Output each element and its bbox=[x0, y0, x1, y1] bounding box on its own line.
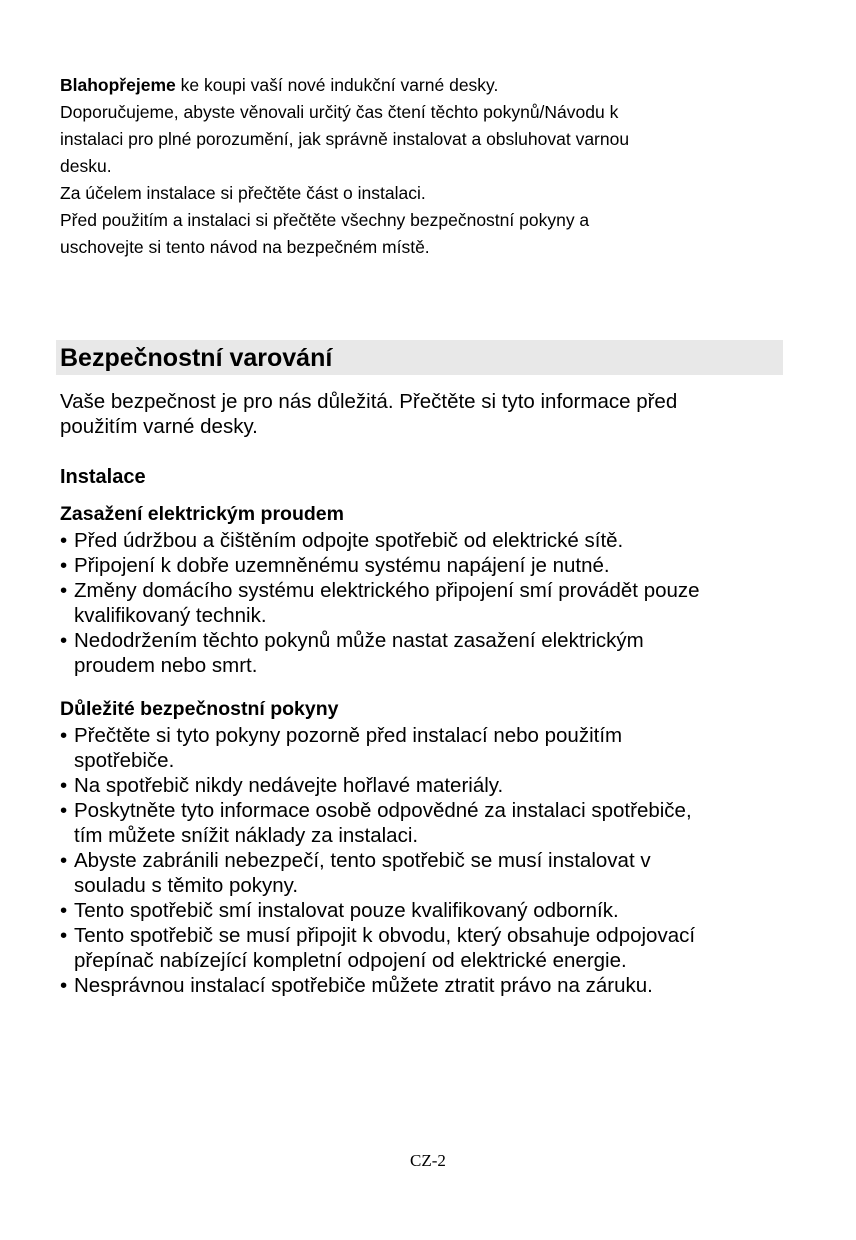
bullet-marker: • bbox=[60, 529, 68, 552]
intro-congrats-rest: ke koupi vaší nové indukční varné desky. bbox=[175, 75, 499, 95]
intro-congrats-bold: Blahopřejeme bbox=[60, 75, 176, 95]
intro-recommendation-line-2: instalaci pro plné porozumění, jak správně instalovat a obsluhovat varnou bbox=[60, 129, 630, 149]
list-item-text: Změny domácího systému elektrického připojení smí provádět pouze bbox=[74, 579, 700, 602]
bullet-marker: • bbox=[60, 724, 68, 747]
list-item-text: Připojení k dobře uzemněnému systému napájení je nutné. bbox=[74, 554, 610, 577]
list-item-text: Abyste zabránili nebezpečí, tento spotřebič se musí instalovat v bbox=[74, 849, 651, 872]
group-title-safety-instructions: Důležité bezpečnostní pokyny bbox=[60, 698, 339, 720]
list-item bbox=[60, 773, 790, 798]
list-item-text: Před údržbou a čištěním odpojte spotřebič od elektrické sítě. bbox=[74, 529, 624, 552]
list-item-text: Na spotřebič nikdy nedávejte hořlavé materiály. bbox=[74, 774, 504, 797]
list-item bbox=[60, 848, 790, 898]
section-lead-line-2: použitím varné desky. bbox=[60, 415, 258, 438]
bullet-marker: • bbox=[60, 774, 68, 797]
bullet-marker: • bbox=[60, 924, 68, 947]
list-item-text: proudem nebo smrt. bbox=[74, 654, 258, 677]
bullet-marker: • bbox=[60, 799, 68, 822]
list-item-text: spotřebiče. bbox=[74, 749, 175, 772]
intro-recommendation-line-3: desku. bbox=[60, 156, 112, 176]
bullet-marker: • bbox=[60, 554, 68, 577]
list-item bbox=[60, 553, 790, 578]
list-item bbox=[60, 798, 790, 848]
page-number: CZ-2 bbox=[410, 1151, 446, 1170]
list-item bbox=[60, 628, 790, 678]
list-item-text: Poskytněte tyto informace osobě odpovědné za instalaci spotřebiče, bbox=[74, 799, 692, 822]
bullet-list-electric-shock bbox=[60, 528, 790, 678]
intro-text bbox=[60, 72, 780, 261]
list-item bbox=[60, 973, 790, 998]
list-item-text: Nedodržením těchto pokynů může nastat zasažení elektrickým bbox=[74, 629, 644, 652]
list-item-text: Přečtěte si tyto pokyny pozorně před instalací nebo použitím bbox=[74, 724, 623, 747]
bullet-marker: • bbox=[60, 899, 68, 922]
installation-heading: Instalace bbox=[60, 466, 146, 488]
intro-recommendation-line-1: Doporučujeme, abyste věnovali určitý čas čtení těchto pokynů/Návodu k bbox=[60, 102, 619, 122]
intro-safety-line-2: uschovejte si tento návod na bezpečném místě. bbox=[60, 237, 430, 257]
intro-safety-line-1: Před použitím a instalaci si přečtěte všechny bezpečnostní pokyny a bbox=[60, 210, 590, 230]
section-title: Bezpečnostní varování bbox=[60, 344, 333, 372]
bullet-marker: • bbox=[60, 849, 68, 872]
intro-congrats bbox=[60, 72, 780, 99]
section-header-bar bbox=[56, 340, 783, 375]
section-lead-line-1: Vaše bezpečnost je pro nás důležitá. Přečtěte si tyto informace před bbox=[60, 390, 678, 413]
list-item bbox=[60, 528, 790, 553]
bullet-marker: • bbox=[60, 579, 68, 602]
list-item-text: Nesprávnou instalací spotřebiče můžete ztratit právo na záruku. bbox=[74, 974, 653, 997]
list-item-text: Tento spotřebič se musí připojit k obvodu, který obsahuje odpojovací bbox=[74, 924, 696, 947]
list-item bbox=[60, 578, 790, 628]
section-lead bbox=[60, 389, 780, 439]
list-item-text: tím můžete snížit náklady za instalaci. bbox=[74, 824, 419, 847]
intro-installation-note: Za účelem instalace si přečtěte část o instalaci. bbox=[60, 183, 426, 203]
list-item-text: přepínač nabízející kompletní odpojení od elektrické energie. bbox=[74, 949, 627, 972]
list-item bbox=[60, 898, 790, 923]
list-item-text: souladu s těmito pokyny. bbox=[74, 874, 299, 897]
list-item-text: kvalifikovaný technik. bbox=[74, 604, 267, 627]
bullet-list-safety-instructions bbox=[60, 723, 790, 998]
list-item bbox=[60, 723, 790, 773]
list-item bbox=[60, 923, 790, 973]
bullet-marker: • bbox=[60, 974, 68, 997]
bullet-marker: • bbox=[60, 629, 68, 652]
list-item-text: Tento spotřebič smí instalovat pouze kvalifikovaný odborník. bbox=[74, 899, 619, 922]
group-title-electric-shock: Zasažení elektrickým proudem bbox=[60, 503, 344, 525]
